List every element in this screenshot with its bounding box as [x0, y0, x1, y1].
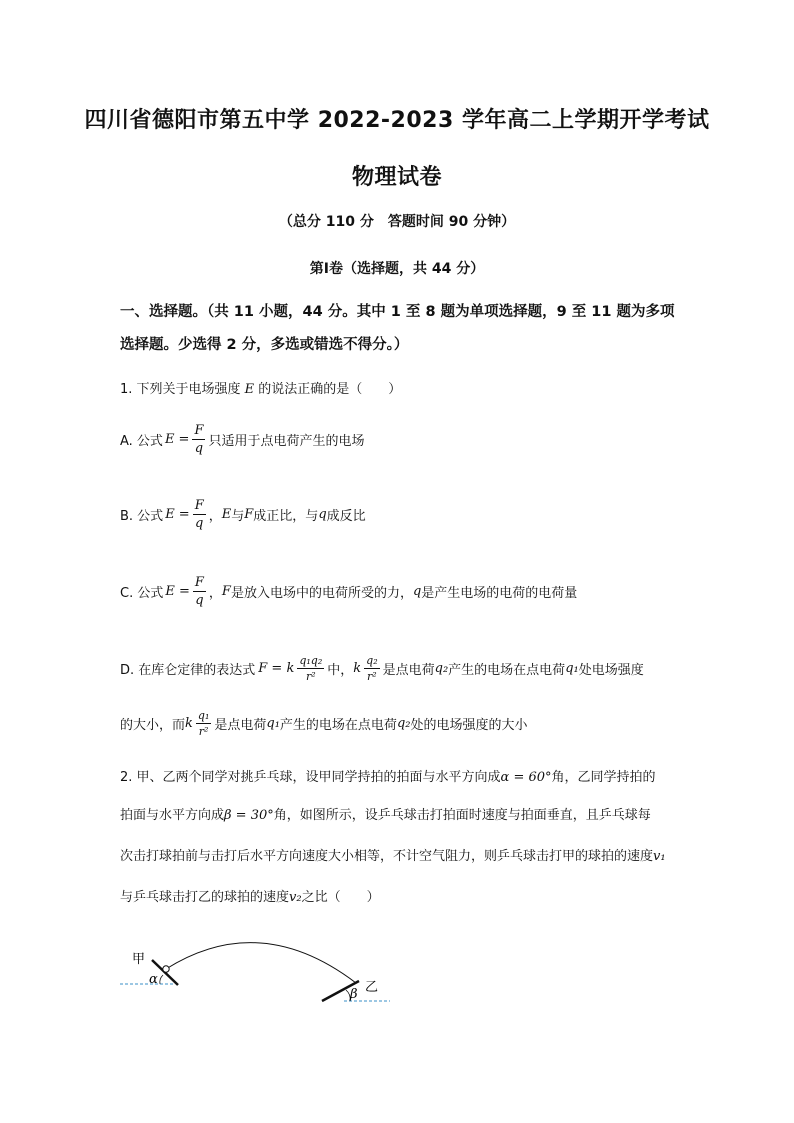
option-d-vq2: q₂ [434, 661, 449, 676]
option-c-v1: F [221, 584, 231, 599]
option-d-vq2b: q₂ [396, 716, 411, 731]
option-b [120, 499, 366, 530]
option-b-t4: 成反比 [326, 509, 366, 524]
option-d-label: D. 在库仑定律的表达式 [120, 663, 256, 678]
option-c-t3: 是产生电场的电荷的电荷量 [421, 586, 578, 601]
option-c [120, 576, 577, 607]
q2-line4-pre: 与乒乓球击打乙的球拍的速度 [120, 890, 290, 905]
question-2-line1 [120, 766, 656, 785]
label-beta: β [350, 987, 358, 1002]
option-d-t3: 产生的电场在点电荷 [448, 663, 566, 678]
section-heading-line1: 一、选择题。（共 11 小题，44 分。其中 1 至 8 题为单项选择题，9 至 11 题为多项 [120, 304, 675, 320]
option-b-label: B. 公式 [120, 509, 164, 524]
label-jia: 甲 [132, 952, 146, 967]
option-b-v3: q [318, 507, 327, 522]
q2-line2-post: 角，如图所示，设乒乓球击打拍面时速度与拍面垂直，且乒乓球每 [273, 808, 651, 823]
option-b-lhs: E = [165, 507, 190, 522]
option-d-t5: 是点电荷 [214, 718, 267, 733]
option-c-fraction: $\frac{F}{q}$ [194, 575, 204, 608]
question-1-stem [120, 378, 401, 397]
option-a [120, 424, 365, 455]
q2-line2-pre: 拍面与水平方向成 [120, 808, 225, 823]
option-d-t1: 中， [327, 663, 354, 678]
exam-subject: 物理试卷 [351, 165, 442, 190]
q2-v2: v₂ [289, 890, 302, 905]
ping-pong-diagram [110, 925, 410, 1010]
exam-title: 四川省德阳市第五中学 2022-2023 学年高二上学期开学考试 [84, 108, 710, 133]
option-d-fraction-2: $\frac{\text{q₂}}{\text{r²}}$ [366, 654, 378, 683]
option-a-text: 只适用于点电荷产生的电场 [208, 434, 365, 449]
q1-stem-post: 的说法正确的是（ ） [254, 382, 402, 397]
option-b-v1: E [221, 507, 232, 522]
option-b-t3: 成正比，与 [253, 509, 319, 524]
option-d-k2: k [353, 661, 362, 676]
ball-trajectory [166, 943, 356, 983]
option-c-t2: 是放入电场中的电荷所受的力， [230, 586, 413, 601]
volume-title: 第Ⅰ卷（选择题，共 44 分） [309, 261, 485, 277]
option-b-t2: 与 [231, 509, 245, 524]
option-c-label: C. 公式 [120, 586, 164, 601]
option-b-fraction: $\frac{F}{q}$ [194, 498, 204, 531]
option-d-t4: 处电场强度 [578, 663, 644, 678]
question-2-line2 [120, 804, 651, 823]
ping-pong-ball [163, 966, 169, 972]
label-alpha: α [149, 972, 158, 987]
alpha-arc [160, 975, 163, 984]
option-a-fraction: $\frac{F}{q}$ [194, 423, 204, 456]
q1-stem-var: E [244, 382, 255, 397]
q2-line4-post: 之比（ ） [301, 890, 380, 905]
option-a-lhs: E = [164, 432, 190, 447]
option-d-t2: 是点电荷 [382, 663, 435, 678]
q2-line3-pre: 次击打球拍前与击打后水平方向速度大小相等，不计空气阻力，则乒乓球击打甲的球拍的速度 [120, 849, 654, 864]
question-2-line4 [120, 886, 380, 905]
option-d-t7: 处的电场强度的大小 [410, 718, 528, 733]
q1-stem-pre: 1. 下列关于电场强度 [120, 382, 245, 397]
question-2-line3 [120, 845, 666, 864]
q2-v1: v₁ [653, 849, 666, 864]
option-d-fraction-1: $\frac{\text{q₁q₂}}{\text{r²}}$ [299, 654, 323, 683]
q2-alpha-expr: α = 60° [500, 770, 552, 785]
option-a-label: A. 公式 [120, 434, 163, 449]
option-d-line1 [120, 655, 644, 682]
option-d-line2 [120, 710, 528, 737]
option-b-t1: ， [208, 509, 222, 524]
label-yi: 乙 [365, 980, 379, 995]
q2-line1-post: 角，乙同学持拍的 [551, 770, 656, 785]
option-b-v2: F [244, 507, 254, 522]
option-d-k3: k [185, 716, 193, 731]
option-d-vq1b: q₁ [266, 716, 280, 731]
section-heading-line2: 选择题。少选得 2 分，多选或错选不得分。） [120, 337, 409, 353]
option-d-t6: 产生的电场在点电荷 [279, 718, 397, 733]
option-d-line2-pre: 的大小，而 [120, 718, 186, 733]
exam-info: （总分 110 分 答题时间 90 分钟） [278, 214, 516, 230]
option-d-lhs: F = k [258, 661, 295, 676]
option-c-v2: q [412, 584, 422, 599]
option-c-lhs: E = [165, 584, 190, 599]
option-d-vq1: q₁ [565, 661, 579, 676]
q2-line1-pre: 2. 甲、乙两个同学对挑乒乓球，设甲同学持拍的拍面与水平方向成 [120, 770, 501, 785]
q2-beta-expr: β = 30° [224, 808, 274, 823]
option-c-t1: ， [208, 586, 222, 601]
option-d-fraction-3: $\frac{\text{q₁}}{\text{r²}}$ [197, 709, 210, 738]
